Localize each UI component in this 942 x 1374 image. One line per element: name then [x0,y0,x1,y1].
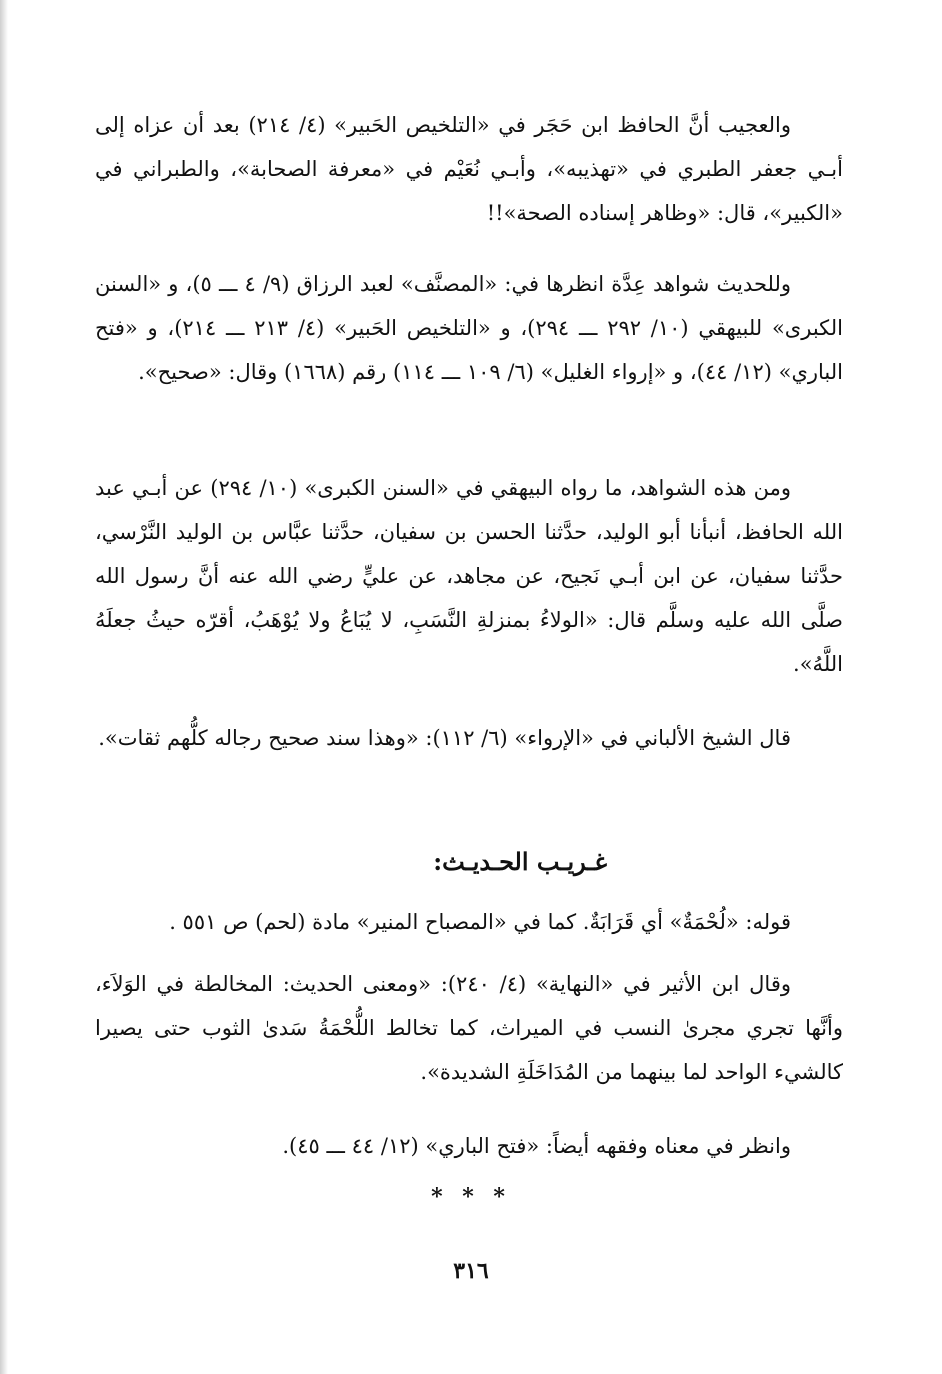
paragraph-ibn-hajar-note: والعجيب أنَّ الحافظ ابن حَجَر في «التلخيص الحَبير» (٤/ ٢١٤) بعد أن عزاه إلى أبـي جعفر الطبري في «تهذيبه»، وأبـي نُعَيْم في «معرفة الصحابة»، والطبراني في «الكبير»، قال: «وظاهر إسناده الصحة»!! [95,113,843,225]
paragraph-albani-quote: قال الشيخ الألباني في «الإرواء» (٦/ ١١٢): «وهذا سند صحيح رجاله كلُّهم ثقات». [98,726,791,750]
paragraph-see-also: وانظر في معناه وفقهه أيضاً: «فتح الباري» (١٢/ ٤٤ ـــ ٤٥). [282,1134,791,1158]
section-separator-asterisks: * * * [431,1184,511,1210]
scan-edge-shadow [0,0,8,1374]
paragraph-bayhaqi-narration: ومن هذه الشواهد، ما رواه البيهقي في «السنن الكبرى» (١٠/ ٢٩٤) عن أبـي عبد الله الحافظ، أنبأنا أبو الوليد، حدَّثنا الحسن بن سفيان، حدَّثنا عبَّاس بن الوليد النَّرْسي، حدَّثنا سفيان، عن ابن أبـي نَجيح، عن مجاهد، عن عليٍّ رضي الله عنه أنَّ رسول الله صلَّى الله عليه وسلَّم قال: «الولاءُ بمنزلةِ النَّسَبِ، لا يُبَاعُ ولا يُوْهَبُ، أقرّه حيثُ جعلَهُ اللَّهُ». [95,476,843,676]
paragraph-luhma-definition: قوله: «لُحْمَةٌ» أي قَرَابَةٌ. كما في «المصباح المنير» مادة (لحم) ص ٥٥١ . [169,910,791,934]
page-number: ٣١٦ [453,1258,489,1284]
section-heading-gharib-al-hadith: غـريـب الحـديـث: [433,847,607,876]
paragraph-hadith-witnesses: وللحديث شواهد عِدَّة انظرها في: «المصنَّف» لعبد الرزاق (٩/ ٤ ـــ ٥)، و «السنن الكبرى» للبيهقي (١٠/ ٢٩٢ ـــ ٢٩٤)، و «التلخيص الحَبير» (٤/ ٢١٣ ـــ ٢١٤)، و «فتح الباري» (١٢/ ٤٤)، و «إرواء الغليل» (٦/ ١٠٩ ـــ ١١٤) رقم (١٦٦٨) وقال: «صحيح». [95,272,843,384]
paragraph-ibn-athir-quote: وقال ابن الأثير في «النهاية» (٤/ ٢٤٠): «ومعنى الحديث: المخالطة في الوَلاَء، وأنَّها تجري مجرىٰ النسب في الميراث، كما تخالط اللُّحْمَةُ سَدىٰ الثوب حتى يصيرا كالشيء الواحد لما بينهما من المُدَاخَلَةِ الشديدة». [95,972,843,1084]
